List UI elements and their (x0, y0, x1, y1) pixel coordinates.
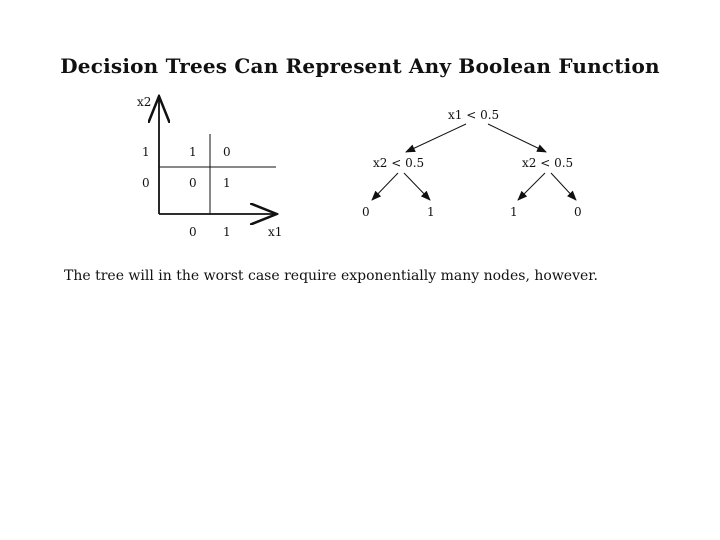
col-label-0: 0 (189, 225, 197, 239)
row-label-1: 1 (142, 145, 150, 159)
grid-cell: 0 (223, 145, 231, 159)
tree-root-node: x1 < 0.5 (448, 108, 500, 122)
tree-leaf: 1 (427, 205, 435, 219)
grid-cell: 0 (189, 176, 197, 190)
row-label-0: 0 (142, 176, 150, 190)
tree-right-node: x2 < 0.5 (522, 156, 574, 170)
slide-caption: The tree will in the worst case require exponentially many nodes, however. (64, 268, 598, 284)
col-label-1: 1 (223, 225, 231, 239)
tree-edge (518, 173, 545, 200)
tree-edge (404, 173, 430, 200)
slide-title: Decision Trees Can Represent Any Boolean Function (60, 54, 660, 78)
decision-tree (362, 108, 582, 219)
tree-left-node: x2 < 0.5 (373, 156, 425, 170)
tree-edge (488, 124, 546, 152)
y-axis-label: x2 (137, 95, 152, 109)
grid-cell: 1 (223, 176, 231, 190)
tree-edge (551, 173, 576, 200)
tree-edge (406, 124, 466, 152)
grid-cell: 1 (189, 145, 197, 159)
tree-leaf: 1 (510, 205, 518, 219)
tree-leaf: 0 (574, 205, 582, 219)
x-axis-label: x1 (268, 225, 283, 239)
tree-leaf: 0 (362, 205, 370, 219)
tree-edge (372, 173, 398, 200)
